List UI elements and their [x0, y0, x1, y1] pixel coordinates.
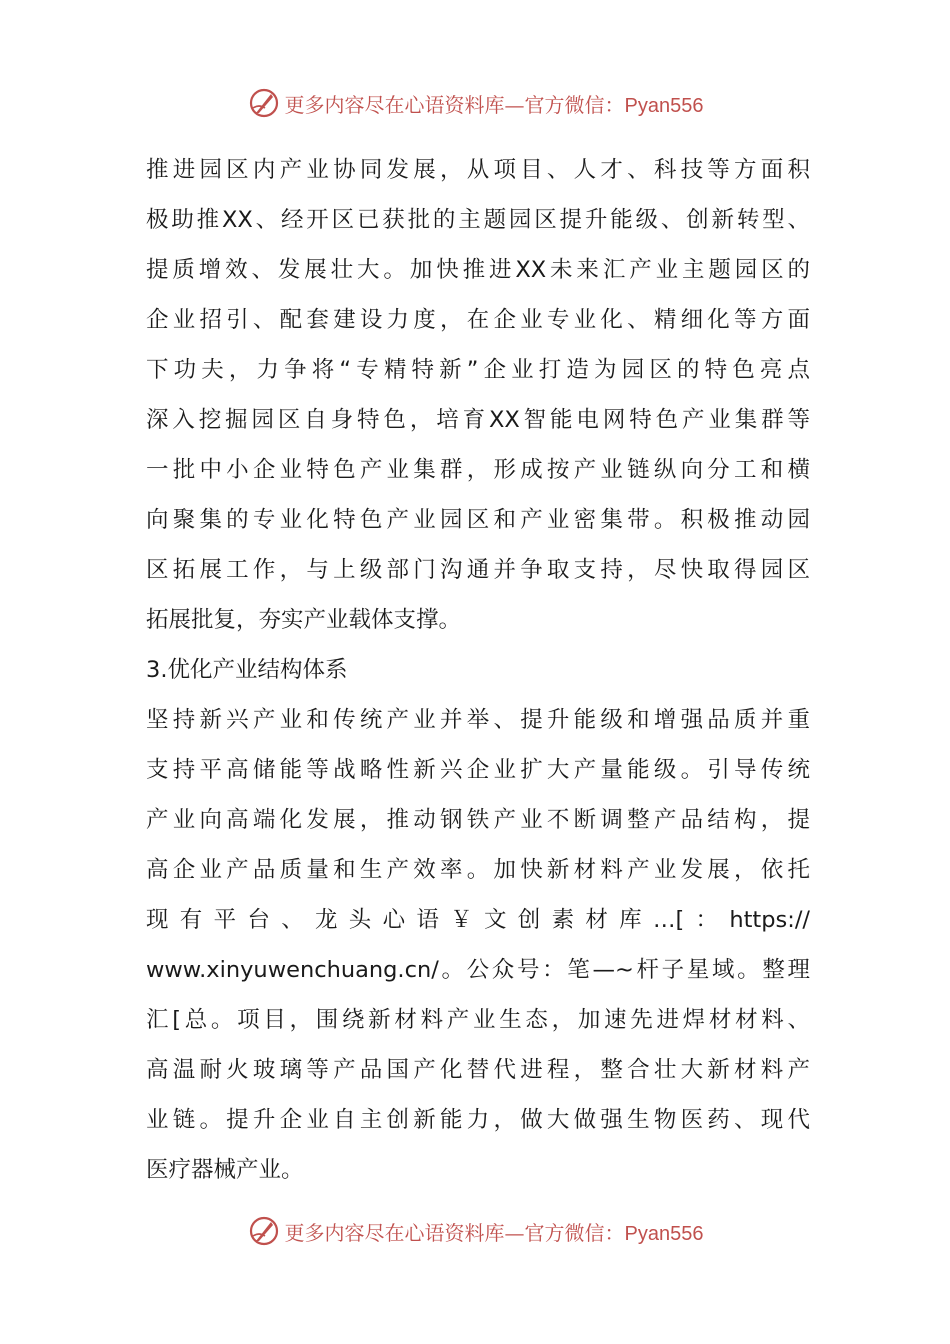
- body-line: 坚持新兴产业和传统产业并举、提升能级和增强品质并重: [146, 707, 810, 733]
- body-line: 拓展批复，夯实产业载体支撑。: [146, 607, 462, 633]
- body-line: 区拓展工作，与上级部门沟通并争取支持，尽快取得园区: [146, 557, 810, 583]
- document-body: [146, 145, 810, 1195]
- body-line: 高企业产品质量和生产效率。加快新材料产业发展，依托: [146, 857, 810, 883]
- body-line: 极助推XX、经开区已获批的主题园区提升能级、创新转型、: [146, 207, 810, 233]
- body-line: 推进园区内产业协同发展，从项目、人才、科技等方面积: [146, 157, 810, 183]
- body-line: 业链。提升企业自主创新能力，做大做强生物医药、现代: [146, 1107, 810, 1133]
- footer-banner-text: [285, 1217, 704, 1246]
- body-line: 深入挖掘园区自身特色，培育XX智能电网特色产业集群等: [146, 407, 810, 433]
- quill-logo-icon: [247, 86, 281, 120]
- footer-wechat-id: Pyan556: [624, 1222, 704, 1245]
- body-line: 汇[总。项目，围绕新材料产业生态，加速先进焊材材料、: [146, 1007, 810, 1033]
- section-heading: 3.优化产业结构体系: [146, 657, 348, 683]
- body-line: www.xinyuwenchuang.cn/。公众号：笔—~杆子星域。整理: [146, 957, 810, 983]
- header-wechat-id: Pyan556: [624, 94, 704, 117]
- header-banner: [0, 83, 950, 123]
- body-line: 向聚集的专业化特色产业园区和产业密集带。积极推动园: [146, 507, 810, 533]
- footer-banner: [0, 1211, 950, 1251]
- body-line: 产业向高端化发展，推动钢铁产业不断调整产品结构，提: [146, 807, 810, 833]
- body-line: 下功夫，力争将“专精特新”企业打造为园区的特色亮点: [146, 357, 810, 383]
- body-line: 一批中小企业特色产业集群，形成按产业链纵向分工和横: [146, 457, 810, 483]
- body-line: 现有平台、龙头心语￥文创素材库…[：https://: [146, 907, 810, 933]
- header-banner-text: [285, 89, 704, 118]
- body-line: 提质增效、发展壮大。加快推进XX未来汇产业主题园区的: [146, 257, 810, 283]
- body-line: 支持平高储能等战略性新兴企业扩大产量能级。引导传统: [146, 757, 810, 783]
- body-line: 医疗器械产业。: [146, 1157, 304, 1183]
- quill-logo-icon: [247, 1214, 281, 1248]
- body-line: 企业招引、配套建设力度，在企业专业化、精细化等方面: [146, 307, 810, 333]
- header-banner-label: 更多内容尽在心语资料库—官方微信：: [284, 92, 625, 117]
- footer-banner-label: 更多内容尽在心语资料库—官方微信：: [284, 1220, 625, 1245]
- body-line: 高温耐火玻璃等产品国产化替代进程，整合壮大新材料产: [146, 1057, 810, 1083]
